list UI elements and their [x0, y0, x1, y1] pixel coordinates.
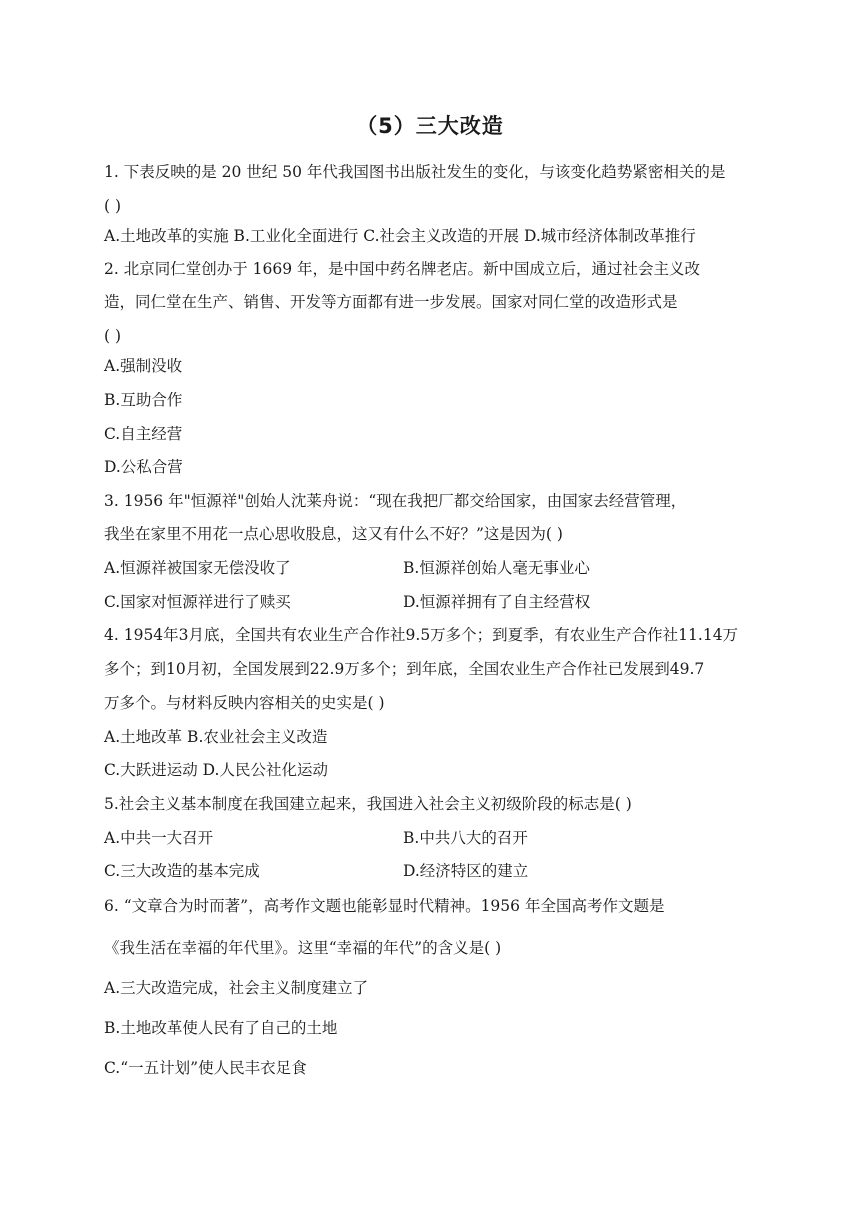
q5-option-d: D.经济特区的建立: [403, 862, 529, 880]
q6-stem-line2: 《我生活在幸福的年代里》。这里“幸福的年代”的含义是( ): [104, 939, 502, 957]
q3-option-c: C.国家对恒源祥进行了赎买: [104, 593, 291, 611]
q4-stem-line3: 万多个。与材料反映内容相关的史实是( ): [104, 694, 385, 712]
q6-stem-line1: 6. “文章合为时而著”，高考作文题也能彰显时代精神。1956 年全国高考作文题是: [104, 897, 665, 915]
q2-stem-line2: 造，同仁堂在生产、销售、开发等方面都有进一步发展。国家对同仁堂的改造形式是: [104, 293, 678, 311]
q5-option-a: A.中共一大召开: [104, 829, 214, 847]
page-title: （5）三大改造: [356, 114, 504, 138]
q3-option-b: B.恒源祥创始人毫无事业心: [403, 559, 590, 577]
q3-option-a: A.恒源祥被国家无偿没收了: [104, 559, 291, 577]
q4-options-ab: A.土地改革 B.农业社会主义改造: [104, 728, 328, 746]
q2-stem-line3: ( ): [104, 327, 122, 345]
q2-option-d: D.公私合营: [104, 458, 183, 476]
q3-option-d: D.恒源祥拥有了自主经营权: [403, 593, 591, 611]
q2-option-b: B.互助合作: [104, 391, 183, 409]
q6-option-a: A.三大改造完成，社会主义制度建立了: [104, 979, 369, 997]
q3-stem-line2: 我坐在家里不用花一点心思收股息，这又有什么不好？”这是因为( ): [104, 525, 563, 543]
q2-option-c: C.自主经营: [104, 425, 183, 443]
q4-stem-line1: 4. 1954年3月底，全国共有农业生产合作社9.5万多个；到夏季，有农业生产合作社11.14万: [104, 626, 739, 644]
q1-stem-line2: ( ): [104, 197, 122, 215]
q5-option-b: B.中共八大的召开: [403, 829, 528, 847]
q3-stem-line1: 3. 1956 年"恒源祥"创始人沈莱舟说：“现在我把厂都交给国家，由国家去经营管理，: [104, 492, 687, 510]
q5-stem: 5.社会主义基本制度在我国建立起来，我国进入社会主义初级阶段的标志是( ): [104, 795, 632, 813]
q6-option-c: C.“一五计划”使人民丰衣足食: [104, 1059, 307, 1077]
q2-option-a: A.强制没收: [104, 357, 183, 375]
q4-stem-line2: 多个；到10月初，全国发展到22.9万多个；到年底，全国农业生产合作社已发展到49.7: [104, 660, 705, 678]
q1-options: A.土地改革的实施 B.工业化全面进行 C.社会主义改造的开展 D.城市经济体制改革推行: [104, 227, 696, 245]
q4-options-cd: C.大跃进运动 D.人民公社化运动: [104, 761, 328, 779]
q2-stem-line1: 2. 北京同仁堂创办于 1669 年，是中国中药名牌老店。新中国成立后，通过社会主义改: [104, 260, 701, 278]
q1-stem-line1: 1. 下表反映的是 20 世纪 50 年代我国图书出版社发生的变化，与该变化趋势紧密相关的是: [104, 163, 726, 181]
q6-option-b: B.土地改革使人民有了自己的土地: [104, 1019, 338, 1037]
q5-option-c: C.三大改造的基本完成: [104, 862, 260, 880]
